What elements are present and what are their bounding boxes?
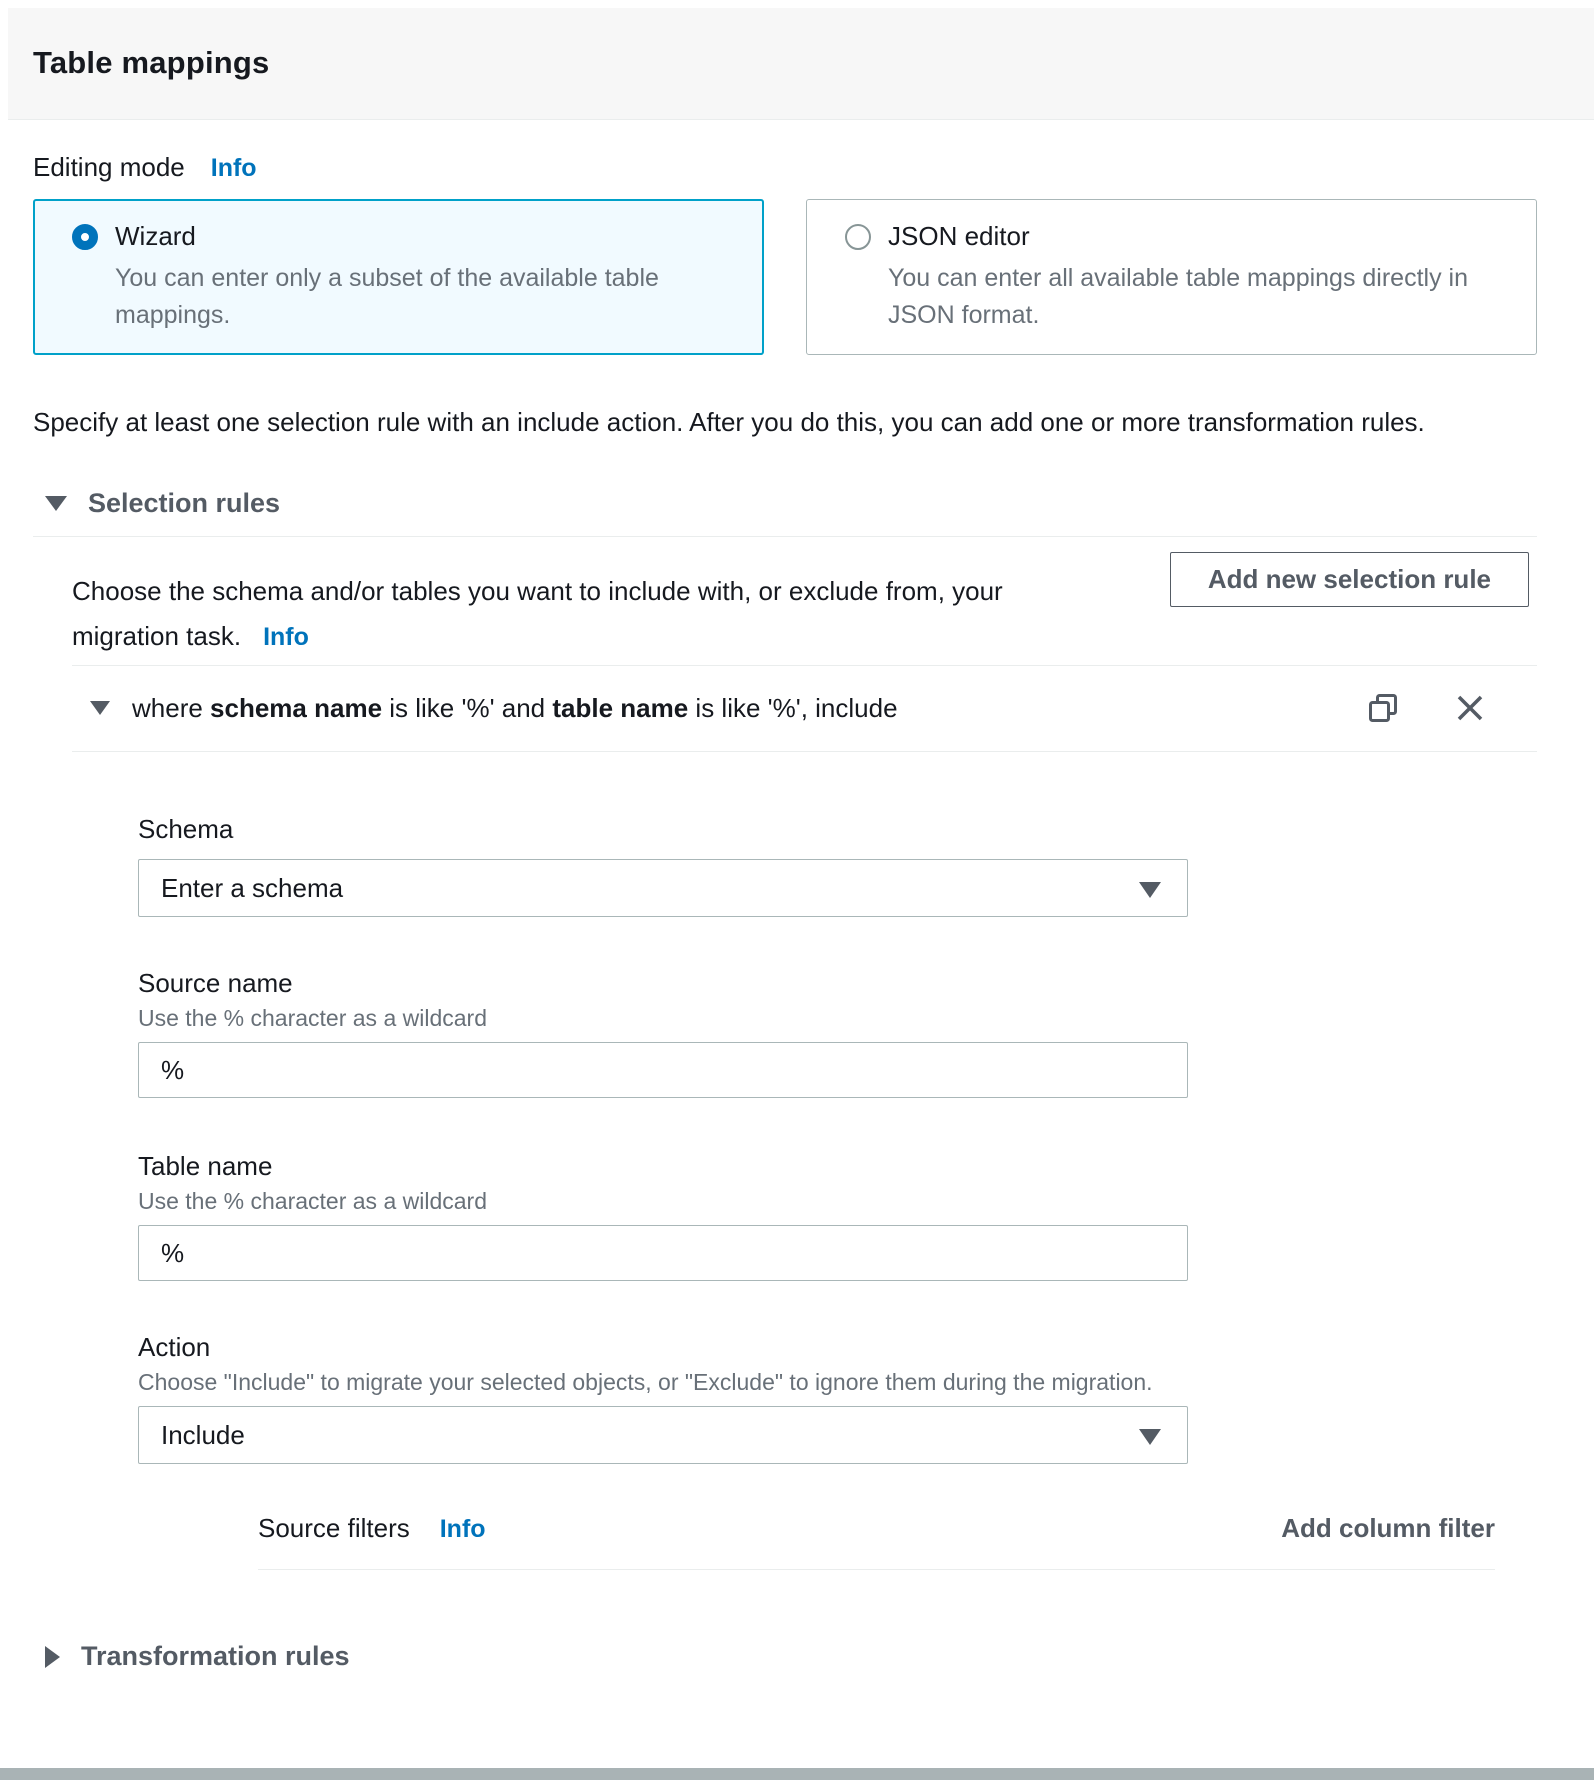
source-name-label: Source name: [138, 968, 293, 998]
source-filters-title: Source filters: [258, 1513, 410, 1543]
page-title: Table mappings: [33, 45, 270, 80]
selection-rules-description: Choose the schema and/or tables you want to include with, or exclude from, your migration task. Info: [72, 576, 1003, 651]
add-selection-rule-button[interactable]: Add new selection rule: [1170, 552, 1529, 607]
schema-select[interactable]: [138, 859, 1188, 917]
source-filters-info-link[interactable]: Info: [439, 1515, 486, 1543]
selection-rule-row: [33, 692, 1537, 724]
schema-select-value: Enter a schema: [161, 872, 344, 903]
intro-text: Specify at least one selection rule with an include action. After you do this, you can add one or more transformation rules.: [33, 407, 1425, 437]
add-column-filter-button[interactable]: Add column filter: [1281, 1513, 1495, 1543]
action-field-group: [138, 1332, 1188, 1464]
chevron-down-icon: [1139, 1429, 1161, 1445]
json-editor-description: You can enter all available table mappings directly in JSON format.: [888, 264, 1468, 329]
source-name-hint: Use the % character as a wildcard: [138, 1005, 487, 1031]
action-select-value: Include: [161, 1419, 245, 1450]
source-name-value: %: [161, 1054, 185, 1085]
tile-json-editor[interactable]: [806, 199, 1537, 355]
chevron-right-icon: [45, 1646, 60, 1668]
source-name-input[interactable]: [138, 1042, 1188, 1098]
selection-rules-toolbar: [33, 564, 1537, 660]
wizard-radio[interactable]: [72, 224, 98, 250]
panel-content: [0, 152, 1594, 1672]
transformation-rules-title: Transformation rules: [81, 1641, 350, 1671]
table-name-value: %: [161, 1237, 185, 1268]
json-editor-radio[interactable]: [845, 224, 871, 250]
schema-field-group: [138, 814, 1188, 917]
action-hint: Choose "Include" to migrate your selected objects, or "Exclude" to ignore them during the migration.: [138, 1369, 1153, 1395]
wizard-label: Wizard: [115, 221, 196, 251]
schema-label: Schema: [138, 814, 234, 844]
divider: [33, 536, 1537, 537]
selection-rules-info-link[interactable]: Info: [263, 623, 309, 651]
action-label: Action: [138, 1332, 211, 1362]
tile-json-top: [845, 221, 1506, 252]
rule-actions: [1367, 692, 1485, 724]
table-name-label: Table name: [138, 1151, 273, 1181]
source-filters-heading: [258, 1513, 486, 1544]
tile-wizard-top: [72, 221, 733, 252]
editing-mode-row: [33, 152, 1537, 183]
json-editor-label: JSON editor: [888, 221, 1030, 251]
bottom-bar: [0, 1768, 1594, 1780]
selection-rules-header[interactable]: [33, 488, 1537, 519]
divider: [72, 751, 1537, 752]
source-name-field-group: [138, 968, 1188, 1098]
selection-rules-title: Selection rules: [88, 488, 281, 518]
tile-wizard[interactable]: [33, 199, 764, 355]
chevron-down-icon: [1139, 882, 1161, 898]
transformation-rules-header[interactable]: [33, 1641, 1537, 1672]
rule-summary: where schema name is like '%' and table name is like '%', include: [132, 692, 898, 723]
rule-collapse-icon[interactable]: [90, 701, 110, 715]
wizard-description: You can enter only a subset of the available table mappings.: [115, 264, 659, 329]
divider: [72, 665, 1537, 666]
editing-mode-label: Editing mode: [33, 152, 185, 182]
table-name-hint: Use the % character as a wildcard: [138, 1188, 487, 1214]
source-filters-row: [258, 1513, 1495, 1544]
divider: [258, 1569, 1495, 1570]
selection-rule-form: [138, 814, 1188, 1464]
table-name-field-group: [138, 1151, 1188, 1281]
editing-mode-info-link[interactable]: Info: [210, 154, 257, 182]
close-icon[interactable]: [1455, 693, 1485, 723]
table-name-input[interactable]: [138, 1225, 1188, 1281]
duplicate-icon[interactable]: [1367, 692, 1399, 724]
panel-header: [8, 8, 1594, 120]
action-select[interactable]: [138, 1406, 1188, 1464]
editing-mode-tiles: [33, 199, 1537, 355]
chevron-down-icon: [45, 496, 67, 511]
